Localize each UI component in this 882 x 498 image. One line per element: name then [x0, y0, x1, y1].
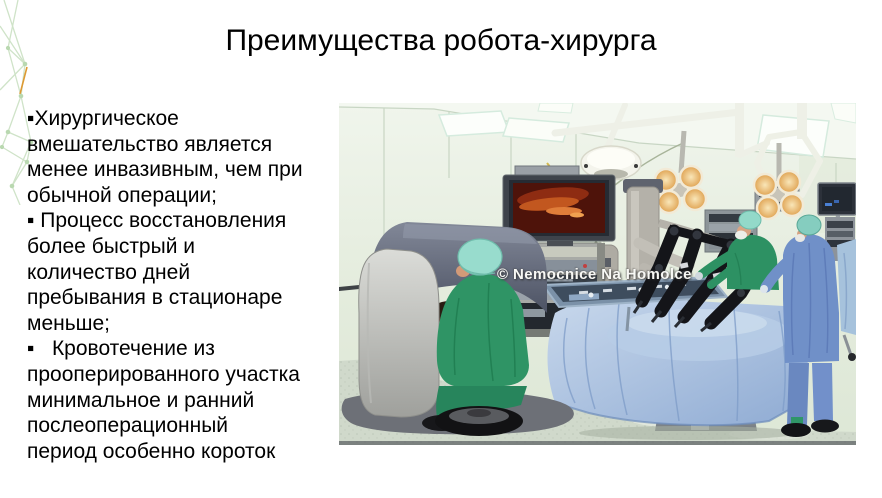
text-line: более быстрый и [27, 234, 195, 258]
bullet-text-block [27, 106, 342, 464]
photo-bottom-shadow [339, 441, 856, 445]
text-line: прооперированного участка [27, 362, 300, 386]
text-line: меньше; [27, 311, 111, 335]
text-line: ▪Хирургическое [27, 107, 179, 130]
text-line: обычной операции; [27, 183, 217, 207]
text-line: период особенно короток [27, 439, 276, 463]
text-line: пребывания в стационаре [27, 286, 283, 310]
text-line: ▪ Кровотечение из [27, 337, 215, 361]
text-line: количество дней [27, 260, 191, 284]
surgical-cap [739, 211, 761, 229]
clog-shoe [781, 423, 811, 437]
amber-lamp-right [754, 171, 803, 219]
operating-room-photo [339, 103, 856, 445]
surgical-cap [797, 215, 821, 235]
text-line: менее инвазивным, чем при [27, 158, 303, 182]
text-line: вмешательство является [27, 132, 273, 156]
stool-base [435, 406, 523, 436]
clog-shoe [811, 420, 839, 433]
photo-watermark: © Nemocnice Na Homolce [497, 266, 692, 283]
slide-title: Преимущества робота-хирурга [225, 24, 657, 57]
text-line: минимальное и ранний [27, 388, 255, 412]
text-line: послеоперационный [27, 414, 229, 438]
text-line: ▪ Процесс восстановления [27, 209, 287, 233]
